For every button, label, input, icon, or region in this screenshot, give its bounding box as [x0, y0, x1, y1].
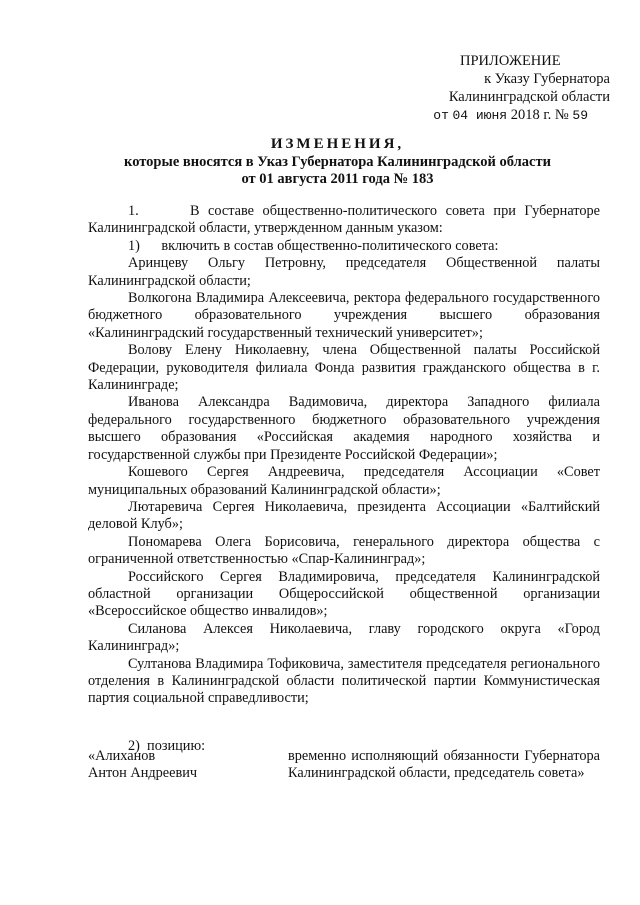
annex-date-year: 2018 г. №	[510, 107, 569, 123]
annex-date-value: 04 июня	[452, 108, 508, 123]
annex-date-number: 59	[572, 108, 588, 123]
annex-date-prefix: от	[433, 108, 449, 123]
heading-subtitle-1: которые вносятся в Указ Губернатора Калининградской области	[124, 153, 551, 170]
item-2: 2) позицию:	[128, 737, 206, 754]
position-role: временно исполняющий обязанности Губернатора Калининградской области, председатель совета»	[288, 748, 600, 782]
paragraph-1: 1. В составе общественно-политического совета при Губернаторе Калининградской области, утвержденном данным указом:	[88, 203, 600, 237]
annex-date	[380, 106, 610, 125]
annex-block	[380, 52, 610, 125]
document-heading	[70, 136, 605, 189]
heading-title: ИЗМЕНЕНИЯ,	[270, 136, 405, 152]
paragraph-8: Лютаревича Сергея Николаевича, президента Ассоциации «Балтийский деловой Клуб»;	[88, 498, 600, 533]
paragraph-6: Иванова Александра Вадимовича, директора Западного филиала федерального государственного бюджетного образовательного учреждения высшего образования «Российская академия народного хозяйства и государственной службы при Президенте Российской Федерации»;	[88, 394, 600, 463]
paragraph-7: Кошевого Сергея Андреевича, председателя Ассоциации «Совет муниципальных образований Калининградской области»;	[88, 464, 600, 498]
paragraph-5: Волову Елену Николаевну, члена Общественной палаты Российской Федерации, руководителя филиала Фонда развития гражданского общества в г. Калининграде;	[88, 342, 600, 394]
paragraph-10: Российского Сергея Владимировича, председателя Калининградской областной организации Общероссийской общественной организации «Всероссийское общество инвалидов»;	[88, 568, 600, 620]
annex-line2: к Указу Губернатора	[484, 71, 610, 87]
annex-line3: Калининградской области	[448, 89, 610, 105]
position-name-line2: Антон Андреевич	[88, 765, 198, 782]
document-body	[88, 203, 600, 755]
paragraph-9: Пономарева Олега Борисовича, генерального директора общества с ограниченной ответственностью «Спар-Калининград»;	[88, 533, 600, 568]
paragraph-2: 1) включить в состав общественно-политического совета:	[128, 237, 499, 254]
annex-title: ПРИЛОЖЕНИЕ	[460, 53, 561, 69]
position-name	[88, 748, 268, 783]
position-name-line1: «Алиханов	[88, 748, 156, 764]
heading-subtitle-2: от 01 августа 2011 года № 183	[241, 171, 434, 187]
paragraph-3: Аринцеву Ольгу Петровну, председателя Общественной палаты Калининградской области;	[88, 255, 600, 289]
paragraph-4: Волкогона Владимира Алексеевича, ректора федерального государственного бюджетного образовательного учреждения высшего образования «Калининградский государственный технический университет»;	[88, 290, 600, 341]
paragraph-12: Султанова Владимира Тофиковича, заместителя председателя регионального отделения в Калининградской области политической партии Коммунистическая партия социальной справедливости;	[88, 655, 600, 707]
paragraph-gap	[88, 708, 600, 738]
paragraph-11: Силанова Алексея Николаевича, главу городского округа «Город Калининград»;	[88, 620, 600, 655]
